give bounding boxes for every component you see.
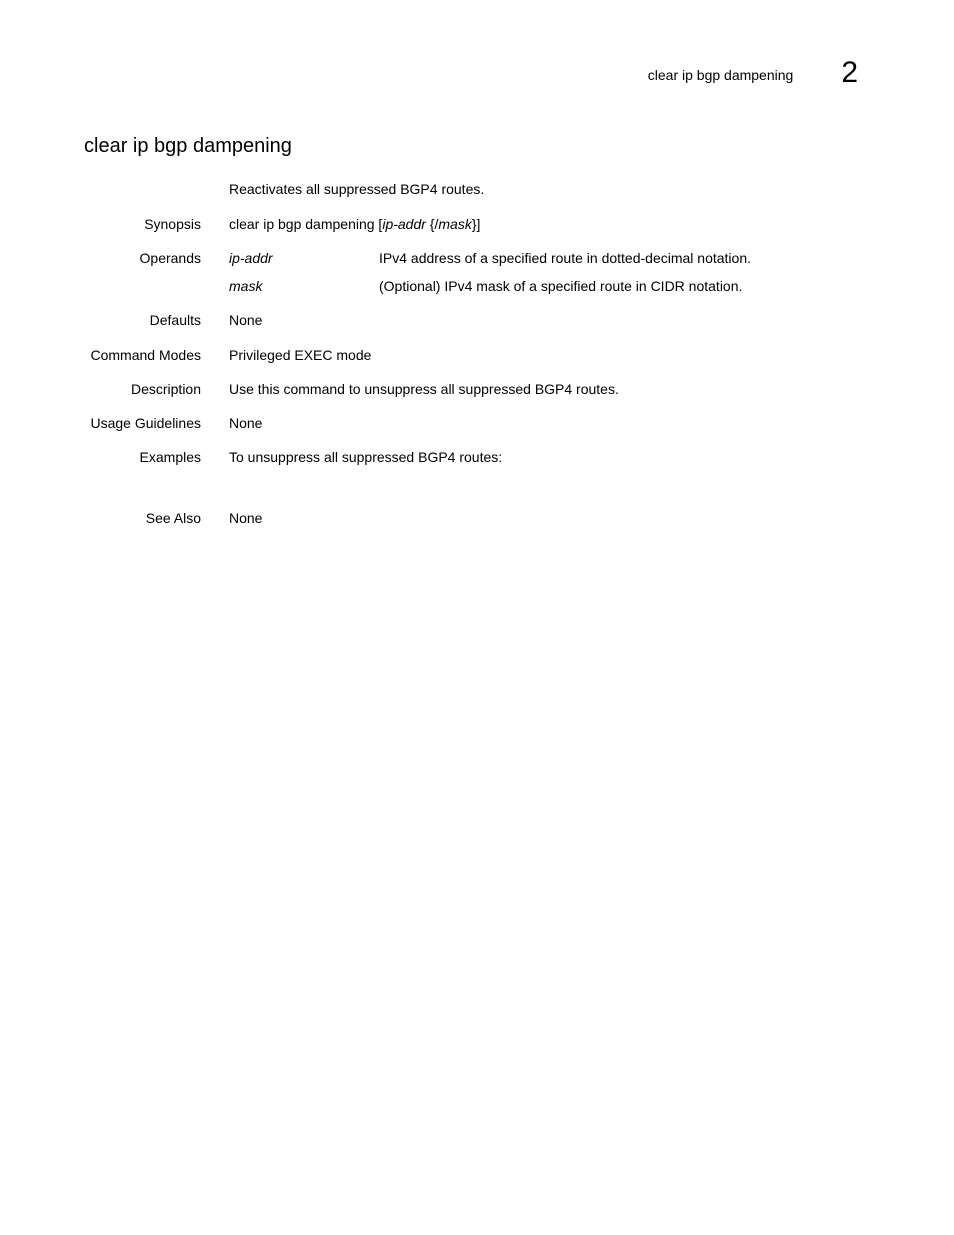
usage-guidelines-value: None: [229, 415, 263, 431]
see-also-value: None: [229, 510, 263, 526]
running-header: [648, 58, 858, 88]
usage-guidelines-label: Usage Guidelines: [90, 415, 201, 431]
synopsis-brace-slash: {/: [425, 216, 439, 232]
operand-description: IPv4 address of a specified route in dotted-decimal notation.: [379, 250, 751, 266]
running-header-title: clear ip bgp dampening: [647, 67, 794, 83]
command-modes-value: Privileged EXEC mode: [229, 347, 372, 363]
examples-label: Examples: [139, 449, 201, 465]
synopsis-value: [229, 215, 480, 233]
see-also-label: See Also: [145, 510, 201, 526]
synopsis-close: }]: [471, 216, 481, 232]
operand-name: mask: [229, 278, 263, 294]
description-label: Description: [130, 381, 201, 397]
description-value: Use this command to unsuppress all suppressed BGP4 routes.: [229, 381, 619, 397]
chapter-number: 2: [841, 56, 858, 89]
operand-description: (Optional) IPv4 mask of a specified route in CIDR notation.: [379, 278, 743, 294]
synopsis-arg-ip-addr: ip-addr: [382, 216, 426, 232]
defaults-label: Defaults: [149, 312, 201, 328]
synopsis-open-bracket: [: [374, 216, 383, 232]
synopsis-arg-mask: mask: [438, 216, 472, 232]
page-title: clear ip bgp dampening: [84, 135, 292, 157]
operands-label: Operands: [139, 250, 201, 266]
examples-value: To unsuppress all suppressed BGP4 routes:: [229, 449, 503, 465]
operand-name: ip-addr: [229, 250, 273, 266]
command-modes-label: Command Modes: [90, 347, 201, 363]
synopsis-command: clear ip bgp dampening: [229, 216, 375, 232]
defaults-value: None: [229, 312, 263, 328]
synopsis-label: Synopsis: [144, 216, 201, 232]
command-summary: Reactivates all suppressed BGP4 routes.: [229, 181, 485, 197]
